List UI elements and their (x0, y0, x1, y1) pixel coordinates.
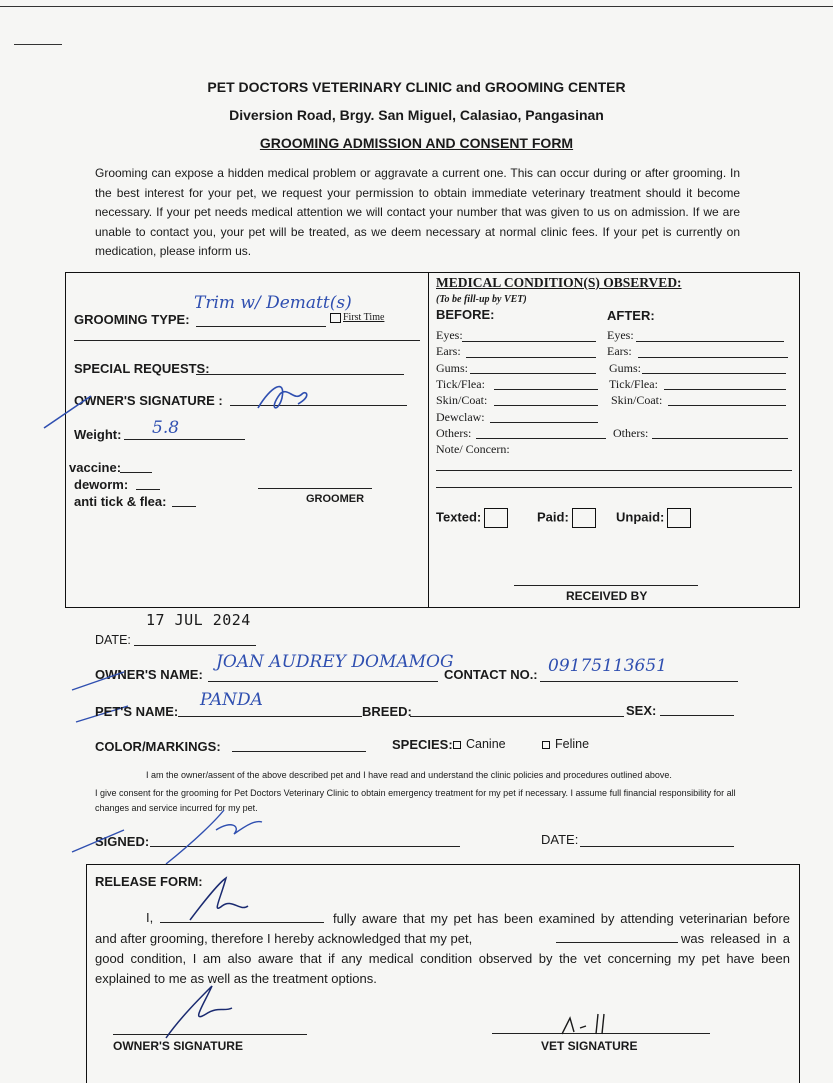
paid-option[interactable] (537, 508, 596, 528)
vaccine-line (120, 472, 152, 473)
consent-line-1: I am the owner/assent of the above described pet and I have read and understand the clinic policies and procedures outlined above. (146, 770, 672, 780)
sex-line (660, 715, 734, 716)
owner-name-label: OWNER'S NAME: (95, 667, 203, 682)
received-by-label: RECEIVED BY (566, 589, 648, 603)
signed-signature-scribble (66, 800, 296, 870)
release-owner-signature-label: OWNER'S SIGNATURE (113, 1039, 243, 1053)
before-gums: Gums: (436, 361, 469, 375)
paid-checkbox[interactable] (572, 508, 596, 528)
scan-mark (14, 44, 62, 45)
vaccine-label: vaccine: (69, 460, 122, 475)
release-signature-scribble (150, 870, 290, 930)
canine-checkbox[interactable] (453, 741, 461, 749)
medical-title: MEDICAL CONDITION(S) OBSERVED: (436, 275, 682, 290)
strike-marks (66, 660, 166, 730)
after-skincoat-line (668, 405, 786, 406)
consent-line-2: I give consent for the grooming for Pet Doctors Veterinary Clinic to obtain emergency treatment for my pet if necessary. I assume full financial responsibility for all changes and service incurred for my pet. (95, 788, 736, 813)
sex-label: SEX: (626, 703, 657, 718)
clinic-name: PET DOCTORS VETERINARY CLINIC and GROOMING CENTER (207, 79, 626, 95)
weight-label: Weight: (74, 427, 122, 442)
after-eyes: Eyes: (607, 328, 634, 342)
contact-line (540, 681, 738, 682)
form-title: GROOMING ADMISSION AND CONSENT FORM (259, 135, 574, 151)
release-title: RELEASE FORM: (95, 874, 203, 889)
release-paragraph-1: fully aware that my pet has been examined by attending veterinarian before and after grooming, therefore I hereby acknowledged that my pet, (95, 911, 790, 946)
medical-subtitle: (To be fill-up by VET) (436, 294, 527, 305)
note-line-2 (436, 487, 792, 488)
received-by-line (514, 585, 698, 586)
antitick-label: anti tick & flea: (74, 494, 167, 509)
before-others: Others: (436, 426, 472, 440)
feline-checkbox[interactable] (542, 741, 550, 749)
owner-signature-label: OWNER'S SIGNATURE : (74, 393, 223, 408)
after-ears: Ears: (607, 344, 632, 358)
before-ears: Ears: (436, 344, 461, 358)
signed-label: SIGNED: (95, 834, 150, 849)
date-label: DATE: (95, 633, 131, 647)
vet-signature-label: VET SIGNATURE (541, 1039, 638, 1053)
breed-line (410, 716, 624, 717)
release-text-i: I, (146, 910, 154, 925)
release-paragraph-2: was released in a good condition, I am also aware that if any medical condition observed by the vet concerning my pet have been explained to me as well as the treatment options. (95, 931, 790, 986)
contact-label: CONTACT NO.: (444, 667, 538, 682)
deworm-label: deworm: (74, 477, 129, 492)
after-gums: Gums: (609, 361, 642, 375)
before-skincoat: Skin/Coat: (436, 393, 488, 407)
after-label: AFTER: (607, 308, 655, 323)
before-ears-line (466, 357, 596, 358)
weight-line (124, 439, 245, 440)
before-others-line (476, 438, 606, 439)
before-dewclaw: Dewclaw: (436, 410, 485, 424)
before-label: BEFORE: (436, 307, 495, 322)
unpaid-option[interactable] (616, 508, 691, 528)
contact-value: 09175113651 (548, 656, 667, 676)
texted-label: Texted: (436, 509, 482, 525)
after-gums-line (642, 373, 786, 374)
texted-checkbox[interactable] (484, 508, 508, 528)
consent-date-line (580, 846, 734, 847)
feline-label: Feline (555, 737, 590, 751)
after-others: Others: (613, 426, 649, 440)
owner-name-line (208, 681, 438, 682)
owner-name-value: JOAN AUDREY DOMAMOG (216, 652, 454, 672)
paid-label: Paid: (537, 509, 569, 525)
note-concern-label: Note/ Concern: (436, 442, 510, 456)
weight-value: 5.8 (152, 418, 180, 438)
pet-name-line (178, 716, 362, 717)
intro-paragraph: Grooming can expose a hidden medical problem or aggravate a current one. This can occur during or after grooming. In the best interest for your pet, we request your permission to obtain immediate veterinary treatment should it become necessary. If your pet needs medical attention we will contact your number that was given to us on admission. If we are unable to contact you, your pet will be treated, as we deem necessary at normal clinic fees. If your pet is currently on medication, please inform us. (95, 166, 740, 258)
before-tickflea-line (494, 389, 598, 390)
after-skincoat: Skin/Coat: (611, 393, 663, 407)
species-feline-option[interactable] (542, 737, 589, 751)
release-owner-signature-scribble (160, 978, 250, 1044)
first-time-label: First Time (343, 312, 385, 323)
before-eyes-line (462, 341, 596, 342)
vet-signature-scribble (556, 1008, 616, 1042)
unpaid-label: Unpaid: (616, 509, 665, 525)
before-skincoat-line (494, 405, 598, 406)
unpaid-checkbox[interactable] (667, 508, 691, 528)
grooming-type-label: GROOMING TYPE: (74, 312, 190, 327)
antitick-line (172, 506, 196, 507)
canine-label: Canine (466, 737, 506, 751)
species-canine-option[interactable] (453, 737, 506, 751)
date-stamp: 17 JUL 2024 (146, 611, 251, 629)
before-eyes: Eyes: (436, 328, 463, 342)
before-tickflea: Tick/Flea: (436, 377, 485, 391)
consent-date-label: DATE: (541, 832, 579, 847)
clinic-address: Diversion Road, Brgy. San Miguel, Calasiao, Pangasinan (229, 107, 604, 123)
first-time-checkbox[interactable] (330, 313, 341, 323)
groomer-label: GROOMER (306, 493, 365, 505)
first-time-option[interactable] (330, 312, 384, 323)
after-tickflea-line (664, 389, 786, 390)
after-eyes-line (636, 341, 784, 342)
grooming-type-value: Trim w/ Dematt(s) (194, 293, 352, 313)
species-label: SPECIES: (392, 737, 453, 752)
breed-label: BREED: (362, 704, 412, 719)
deworm-line (136, 489, 160, 490)
before-dewclaw-line (490, 422, 598, 423)
box-divider (428, 272, 429, 607)
grooming-type-extra-line (74, 340, 420, 341)
after-others-line (652, 438, 788, 439)
grooming-type-line (196, 326, 326, 327)
scan-edge-line (0, 6, 833, 7)
pet-name-label: PET'S NAME: (95, 704, 179, 719)
color-markings-line (232, 751, 366, 752)
special-requests-label: SPECIAL REQUESTS: (74, 361, 210, 376)
date-line (134, 645, 256, 646)
pet-name-value: PANDA (200, 690, 263, 710)
texted-option[interactable] (436, 508, 508, 528)
after-tickflea: Tick/Flea: (609, 377, 658, 391)
groomer-line (258, 488, 372, 489)
after-ears-line (638, 357, 788, 358)
color-markings-label: COLOR/MARKINGS: (95, 739, 221, 754)
before-gums-line (470, 373, 596, 374)
note-line-1 (436, 470, 792, 471)
